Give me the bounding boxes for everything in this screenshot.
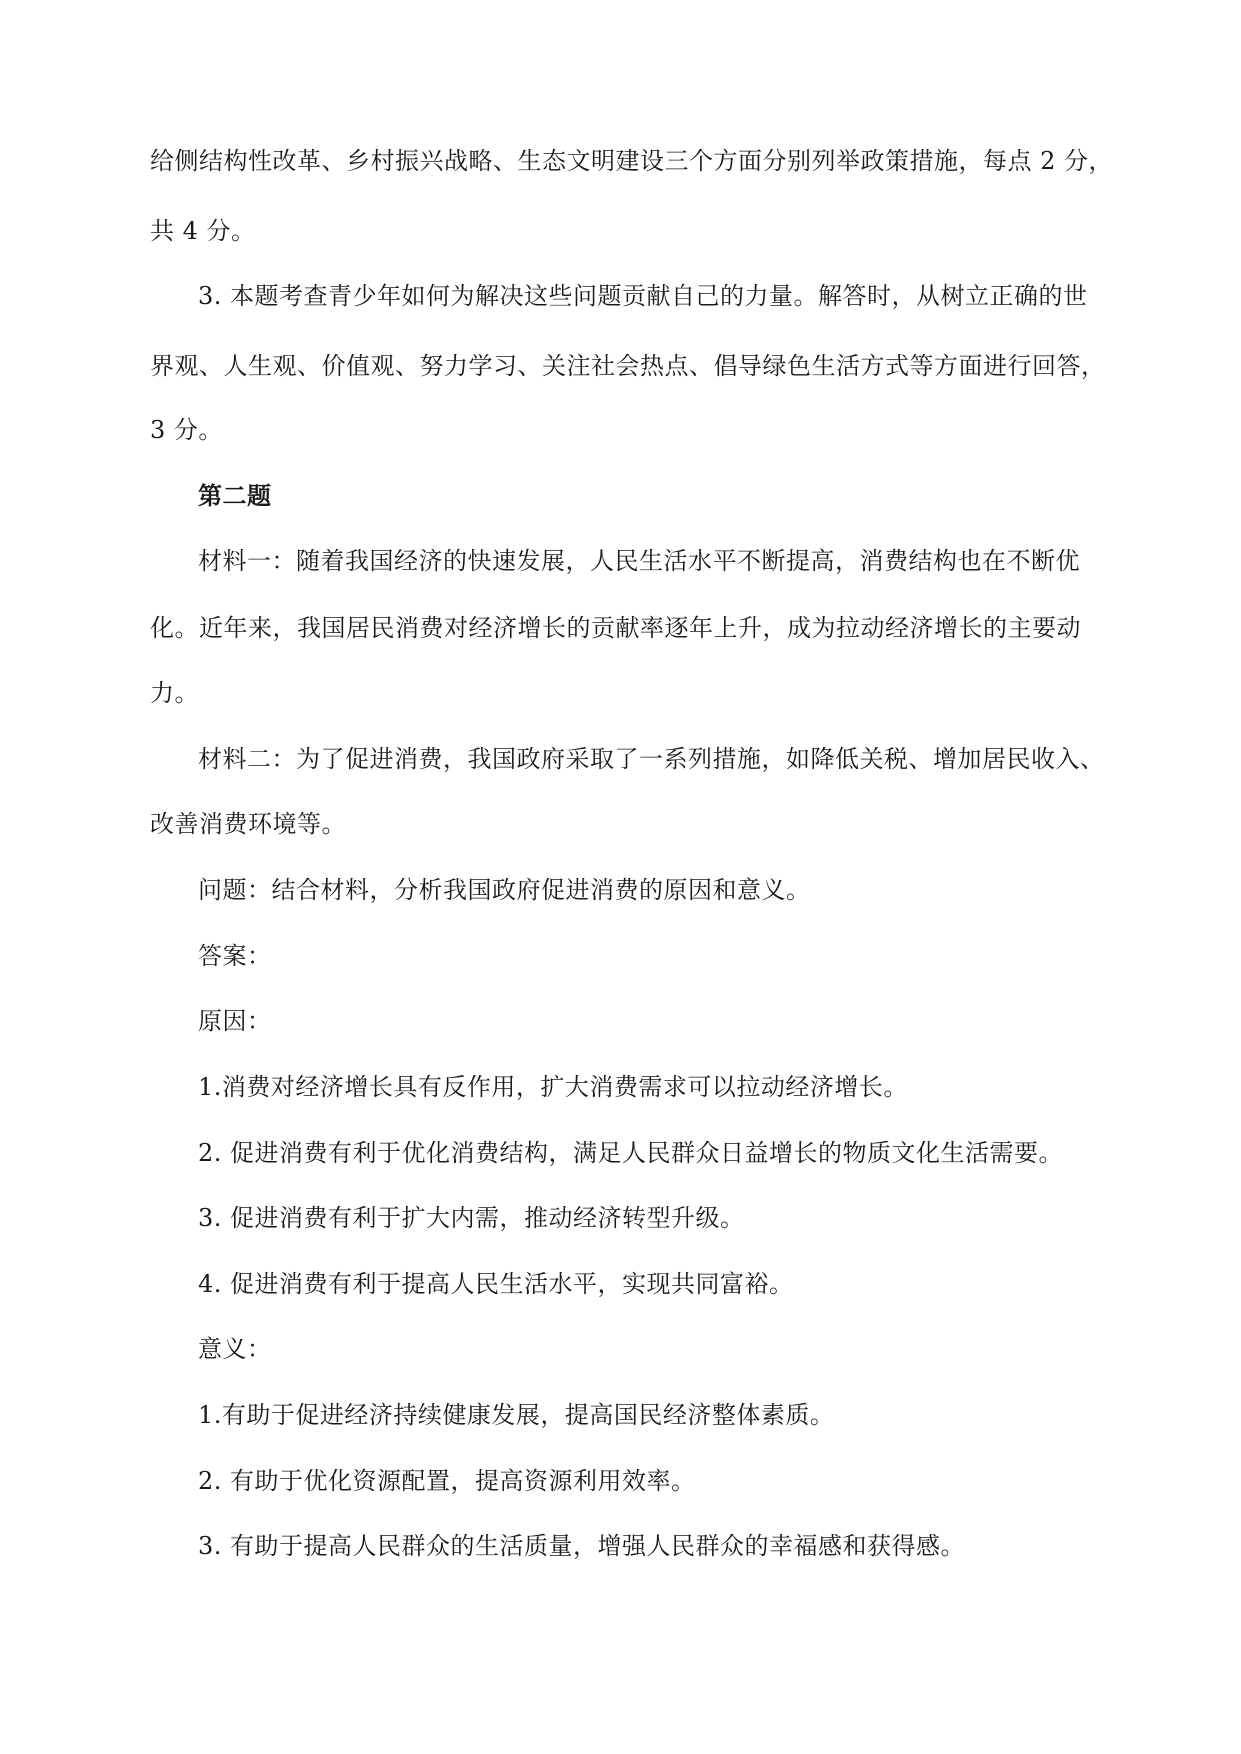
list-item: 2. 促进消费有利于优化消费结构，满足人民群众日益增长的物质文化生活需要。 bbox=[198, 1139, 1064, 1167]
list-item: 1.有助于促进经济持续健康发展，提高国民经济整体素质。 bbox=[198, 1401, 835, 1429]
list-item: 3. 促进消费有利于扩大内需，推动经济转型升级。 bbox=[198, 1204, 745, 1232]
text-line: 3 分。 bbox=[150, 416, 223, 444]
text-line: 3. 本题考查青少年如何为解决这些问题贡献自己的力量。解答时，从树立正确的世 bbox=[198, 282, 1088, 310]
list-item: 1.消费对经济增长具有反作用，扩大消费需求可以拉动经济增长。 bbox=[198, 1073, 908, 1101]
list-item: 2. 有助于优化资源配置，提高资源利用效率。 bbox=[198, 1467, 696, 1495]
text-line: 界观、人生观、价值观、努力学习、关注社会热点、倡导绿色生活方式等方面进行回答， bbox=[150, 352, 1106, 380]
significance-label: 意义： bbox=[198, 1335, 272, 1363]
text-line: 材料二：为了促进消费，我国政府采取了一系列措施，如降低关税、增加居民收入、 bbox=[198, 745, 1105, 773]
text-line: 材料一：随着我国经济的快速发展，人民生活水平不断提高，消费结构也在不断优 bbox=[198, 547, 1080, 575]
text-line: 力。 bbox=[150, 679, 199, 707]
text-line: 改善消费环境等。 bbox=[150, 810, 346, 838]
list-item: 3. 有助于提高人民群众的生活质量，增强人民群众的幸福感和获得感。 bbox=[198, 1532, 966, 1560]
text-line: 给侧结构性改革、乡村振兴战略、生态文明建设三个方面分别列举政策措施，每点 2 分， bbox=[150, 147, 1114, 175]
text-line: 化。近年来，我国居民消费对经济增长的贡献率逐年上升，成为拉动经济增长的主要动 bbox=[150, 614, 1081, 642]
question-line: 问题：结合材料，分析我国政府促进消费的原因和意义。 bbox=[198, 876, 811, 904]
reasons-label: 原因： bbox=[198, 1007, 272, 1035]
text-line: 共 4 分。 bbox=[150, 217, 256, 245]
section-heading: 第二题 bbox=[198, 481, 272, 510]
answer-label: 答案： bbox=[198, 942, 272, 970]
list-item: 4. 促进消费有利于提高人民生活水平，实现共同富裕。 bbox=[198, 1270, 794, 1298]
